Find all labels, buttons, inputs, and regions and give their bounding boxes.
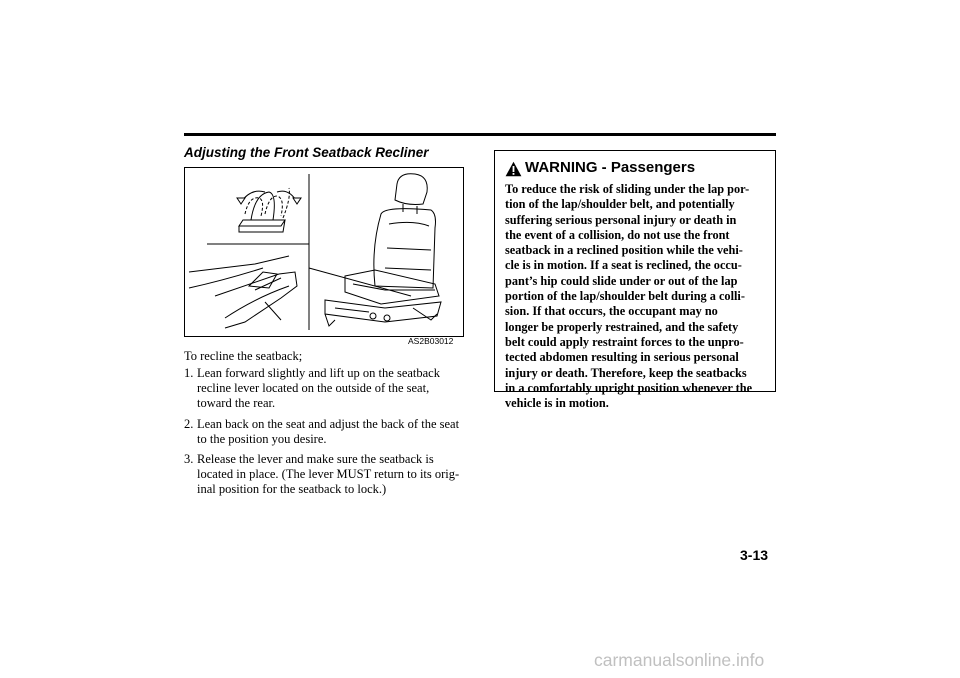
- warning-line: longer be properly restrained, and the safety: [505, 319, 739, 334]
- step-line: Lean forward slightly and lift up on the seatback: [197, 366, 440, 380]
- instruction-step: [184, 452, 474, 498]
- warning-line: belt could apply restraint forces to the unpro-: [505, 334, 744, 349]
- warning-body: [505, 182, 771, 411]
- warning-header: [505, 159, 695, 177]
- warning-title: WARNING - Passengers: [525, 159, 696, 176]
- warning-box: [494, 150, 776, 411]
- warning-line: To reduce the risk of sliding under the lap por-: [505, 182, 750, 196]
- warning-line: sion. If that occurs, the occupant may no: [505, 304, 718, 319]
- step-line: Release the lever and make sure the seatback is: [197, 452, 434, 467]
- warning-line: pant’s hip could slide under or out of the lap: [505, 273, 738, 288]
- section-heading: Adjusting the Front Seatback Recliner: [184, 145, 429, 160]
- step-line: located in place. (The lever MUST return to its orig-: [197, 467, 460, 482]
- instruction-step: [184, 366, 474, 412]
- warning-line: suffering serious personal injury or death in: [505, 212, 737, 227]
- warning-line: cle is in motion. If a seat is reclined, the occu-: [505, 258, 742, 273]
- step-line: to the position you desire.: [197, 431, 327, 446]
- step-number: 1.: [184, 366, 194, 380]
- page-number: 3-13: [740, 547, 769, 563]
- step-number: 3.: [184, 452, 194, 467]
- warning-line: seatback in a reclined position while the vehi-: [505, 243, 743, 258]
- instruction-step: [184, 417, 474, 447]
- watermark: carmanualsonline.info: [594, 650, 765, 670]
- step-line: inal position for the seatback to lock.): [197, 482, 387, 497]
- warning-line: tion of the lap/shoulder belt, and potentially: [505, 197, 735, 212]
- warning-triangle-icon: [505, 161, 522, 177]
- instruction-steps: [184, 366, 474, 503]
- top-rule: [184, 133, 776, 136]
- step-line: toward the rear.: [197, 396, 276, 411]
- figure-code: AS2B03012: [408, 336, 454, 346]
- step-line: recline lever located on the outside of the seat,: [197, 381, 430, 396]
- warning-line: injury or death. Therefore, keep the seatbacks: [505, 365, 747, 380]
- warning-line: in a comfortably upright position whenever the: [505, 380, 753, 395]
- step-line: Lean back on the seat and adjust the back of the seat: [197, 416, 460, 431]
- seat-recliner-illustration: [184, 167, 464, 337]
- warning-line: tected abdomen resulting in serious personal: [505, 350, 739, 365]
- warning-line: the event of a collision, do not use the front: [505, 227, 730, 242]
- warning-line: vehicle is in motion.: [505, 396, 609, 411]
- warning-line: portion of the lap/shoulder belt during a colli-: [505, 289, 745, 304]
- step-number: 2.: [184, 416, 194, 431]
- instructions-intro: To recline the seatback;: [184, 349, 303, 363]
